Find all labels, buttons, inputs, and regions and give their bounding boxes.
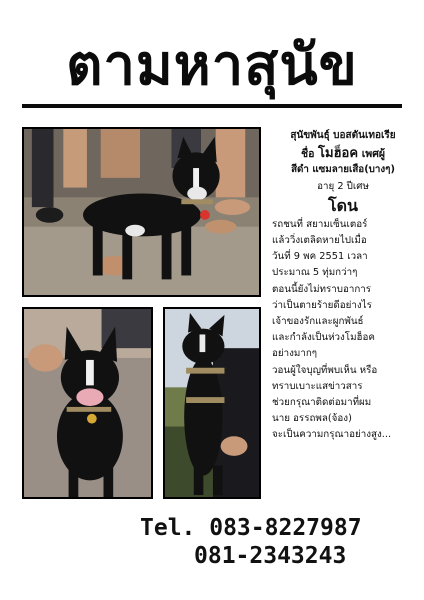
contact-phones [140, 514, 410, 570]
story-line: วันที่ 9 พค 2551 เวลา [272, 251, 368, 263]
story-line: ช่วยกรุณาติดต่อมาที่ผม [272, 397, 372, 409]
story-line: จะเป็นความกรุณาอย่างสูง... [272, 429, 392, 441]
headline-underline [22, 104, 402, 108]
story-line: วอนผู้ใจบุญที่พบเห็น หรือ [272, 364, 378, 376]
dog-photo-main [22, 127, 261, 297]
story-line: ตอนนี้ยังไม่ทราบอาการ [272, 283, 372, 295]
story-line: เจ้าของรักและผูกพันธ์ [272, 316, 364, 328]
age-label: อายุ 2 ปีเศษ [317, 180, 369, 192]
story-line: อย่างมากๆ [272, 348, 318, 360]
name-line [266, 146, 420, 162]
story-text [266, 217, 420, 444]
story-line: ทราบเบาะแสข่าวสาร [272, 380, 363, 392]
story-line: และกำลังเป็นห่วงโมฮ็อค [272, 332, 375, 344]
color-description: สีดำ แซมลายเสือ(บางๆ) [291, 164, 395, 176]
story-line: ประมาณ 5 ทุ่มกว่าๆ [272, 267, 358, 279]
story-line: รถชนที่ สยามเซ็นเตอร์ [272, 218, 368, 230]
phone-number-2: 081-2343243 [194, 543, 347, 569]
gender-label: เพศผู้ [361, 148, 386, 161]
phone-number-1: Tel. 083-8227987 [140, 515, 362, 541]
story-line: นาย อรรถพล(จ้อง) [272, 413, 352, 425]
dog-photo-closeup [22, 307, 153, 499]
breed-line: สุนัขพันธุ์ บอสตันเทอเรีย [290, 130, 396, 141]
dog-info-block [266, 128, 420, 444]
story-line: แล้ววิ่งเตลิดหายไปเมื่อ [272, 235, 367, 247]
poster-headline: ตามหาสุนัข [66, 33, 358, 98]
hit-label: โดน [328, 195, 358, 215]
name-prefix: ชื่อ [300, 148, 315, 161]
dog-name: โมฮ็อค [318, 146, 359, 162]
story-line: ว่าเป็นตายร้ายดีอย่างไร [272, 299, 372, 311]
dog-photo-held [163, 307, 261, 499]
